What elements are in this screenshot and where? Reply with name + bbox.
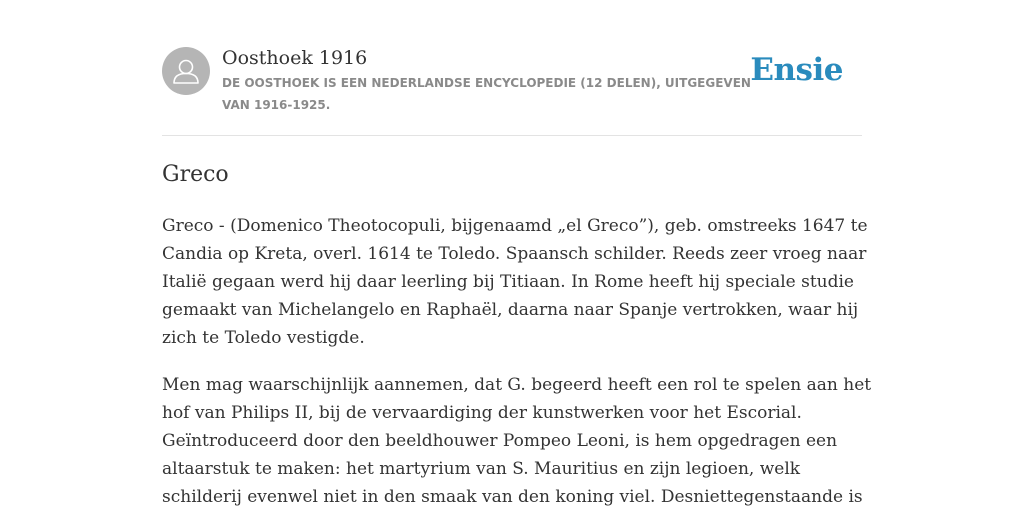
source-description bbox=[222, 72, 762, 116]
text-line: schilderij evenwel niet in den smaak van den koning viel. Desniettegenstaande is bbox=[162, 487, 863, 507]
source-name[interactable]: Oosthoek 1916 bbox=[222, 47, 368, 69]
text-line: hof van Philips II, bij de vervaardiging der kunstwerken voor het Escorial. bbox=[162, 403, 802, 423]
entry-body bbox=[162, 212, 872, 530]
source-header bbox=[162, 0, 862, 136]
entry-title: Greco bbox=[162, 162, 229, 187]
entry-paragraph bbox=[162, 371, 872, 511]
text-line: Geïntroduceerd door den beeldhouwer Pompeo Leoni, is hem opgedragen een bbox=[162, 431, 838, 451]
text-line: altaarstuk te maken: het martyrium van S. Mauritius en zijn legioen, welk bbox=[162, 459, 801, 479]
entry-paragraph bbox=[162, 212, 868, 352]
user-icon bbox=[162, 47, 210, 95]
text-line: Candia op Kreta, overl. 1614 te Toledo. Spaansch schilder. Reeds zeer vroeg naar bbox=[162, 244, 867, 264]
ensie-logo[interactable]: Ensie bbox=[750, 52, 843, 88]
text-line: Men mag waarschijnlijk aannemen, dat G. begeerd heeft een rol te spelen aan het bbox=[162, 375, 872, 395]
text-line: gemaakt van Michelangelo en Raphaël, daarna naar Spanje vertrokken, waar hij bbox=[162, 300, 859, 320]
page bbox=[162, 0, 872, 507]
source-description-line: VAN 1916-1925. bbox=[222, 98, 331, 112]
text-line: zich te Toledo vestigde. bbox=[162, 328, 365, 348]
text-line: Greco - (Domenico Theotocopuli, bijgenaamd „el Greco”), geb. omstreeks 1647 te bbox=[162, 216, 868, 236]
text-line: Italië gegaan werd hij daar leerling bij Titiaan. In Rome heeft hij speciale studie bbox=[162, 272, 854, 292]
avatar[interactable] bbox=[162, 47, 210, 95]
source-description-line: DE OOSTHOEK IS EEN NEDERLANDSE ENCYCLOPEDIE (12 DELEN), UITGEGEVEN bbox=[222, 76, 751, 90]
